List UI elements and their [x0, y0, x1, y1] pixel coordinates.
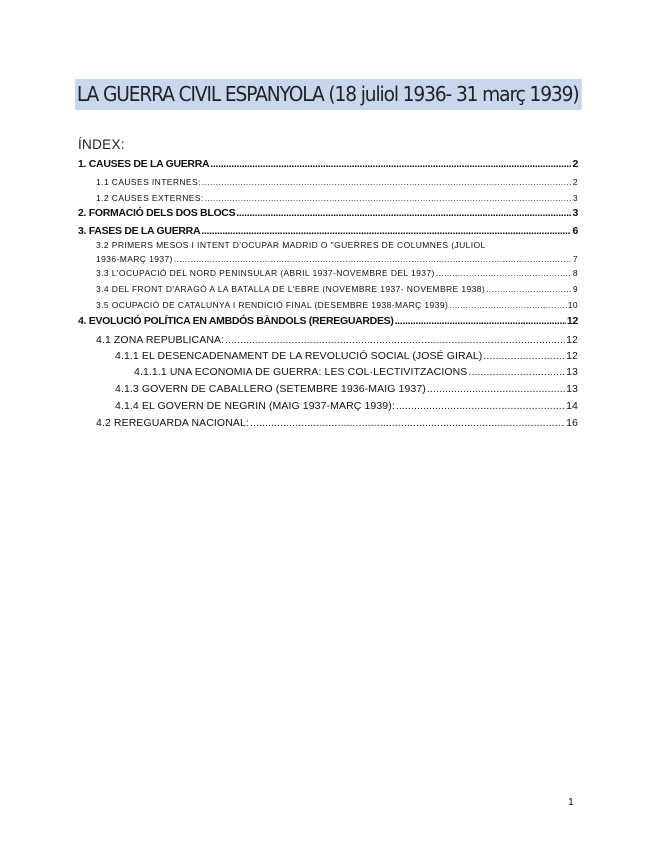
toc-entry-label: 3. FASES DE LA GUERRA — [78, 225, 201, 237]
toc-entry-label: 3.5 OCUPACIÓ DE CATALUNYA I RENDICIÓ FINAL (DESEMBRE 1938-MARÇ 1939) — [96, 300, 449, 310]
toc-page-number: 12 — [566, 315, 578, 327]
toc-page-number: 10 — [567, 300, 578, 310]
toc-entry-label-line1[interactable]: 3.2 PRIMERS MESOS I INTENT D'OCUPAR MADRID O "GUERRES DE COLUMNES (JULIOL — [96, 240, 486, 250]
toc-page-number: 13 — [566, 383, 578, 395]
toc-page-number: 2 — [572, 177, 578, 187]
toc-entry[interactable] — [78, 158, 578, 170]
toc-entry[interactable] — [115, 383, 578, 395]
toc-leader — [205, 193, 572, 203]
toc-page-number: 6 — [572, 225, 578, 237]
toc-leader — [436, 268, 572, 278]
toc-entry-label: 1936-MARÇ 1937) — [96, 254, 173, 264]
toc-entry-label: 4.1.4 EL GOVERN DE NEGRIN (MAIG 1937-MARÇ 1939): — [115, 400, 395, 412]
toc-leader — [395, 315, 566, 327]
toc-entry-label: 2. FORMACIÓ DELS DOS BLOCS — [78, 207, 236, 219]
toc-page-number: 3 — [572, 207, 578, 219]
toc-entry[interactable] — [96, 284, 578, 294]
toc-leader — [486, 284, 572, 294]
toc-entry[interactable] — [96, 254, 578, 264]
toc-entry-label: 4.1 ZONA REPUBLICANA: — [96, 334, 225, 346]
toc-entry-label: 4.1.3 GOVERN DE CABALLERO (SETEMBRE 1936-MAIG 1937) — [115, 383, 426, 395]
toc-leader — [427, 383, 565, 395]
toc-page-number: 9 — [572, 284, 578, 294]
toc-entry[interactable] — [115, 400, 578, 412]
toc-entry-label: 3.3 L'OCUPACIÓ DEL NORD PENINSULAR (ABRIL 1937-NOVEMBRE DEL 1937) — [96, 268, 435, 278]
toc-entry-label: 4. EVOLUCIÓ POLÍTICA EN AMBDÓS BÀNDOLS (REREGUARDES) — [78, 315, 394, 327]
toc-leader — [174, 254, 572, 264]
toc-page-number: 3 — [572, 193, 578, 203]
toc-leader — [250, 417, 565, 429]
toc-entry[interactable] — [96, 300, 578, 310]
page-number: 1 — [568, 796, 574, 808]
toc-entry-label: 4.2 REREGUARDA NACIONAL: — [96, 417, 249, 429]
index-heading: ÍNDEX: — [78, 137, 125, 152]
toc-entry[interactable] — [96, 177, 578, 187]
toc-page-number: 13 — [566, 366, 578, 378]
toc-entry-label: 4.1.1.1 UNA ECONOMIA DE GUERRA: LES COL·LECTIVITZACIONS — [134, 366, 468, 378]
toc-entry[interactable] — [78, 315, 578, 327]
toc-entry[interactable] — [115, 350, 578, 362]
document-title: LA GUERRA CIVIL ESPANYOLA (18 juliol 1936- 31 març 1939) — [75, 79, 582, 110]
toc-entry-label: 1.2 CAUSES EXTERNES: — [96, 193, 204, 203]
toc-entry[interactable] — [78, 225, 578, 237]
toc-leader — [396, 400, 565, 412]
toc-entry[interactable] — [96, 193, 578, 203]
toc-leader — [202, 177, 572, 187]
toc-leader — [201, 225, 571, 237]
toc-entry[interactable] — [134, 366, 578, 378]
toc-leader — [483, 350, 565, 362]
toc-entry[interactable] — [78, 207, 578, 219]
toc-entry[interactable] — [96, 417, 578, 429]
toc-page-number: 16 — [566, 417, 578, 429]
toc-leader — [236, 207, 571, 219]
toc-entry[interactable] — [96, 334, 578, 346]
toc-entry-label: 4.1.1 EL DESENCADENAMENT DE LA REVOLUCIÓ SOCIAL (JOSÉ GIRAL) — [115, 350, 483, 362]
toc-leader — [225, 334, 565, 346]
toc-page-number: 7 — [572, 254, 578, 264]
toc-page-number: 12 — [566, 334, 578, 346]
toc-leader — [449, 300, 567, 310]
toc-entry-label: 1.1 CAUSES INTERNES: — [96, 177, 201, 187]
toc-entry-label: 3.4 DEL FRONT D'ARAGÓ A LA BATALLA DE L'EBRE (NOVEMBRE 1937- NOVEMBRE 1938) — [96, 284, 486, 294]
toc-leader — [210, 158, 571, 170]
toc-entry-label: 1. CAUSES DE LA GUERRA — [78, 158, 210, 170]
toc-page-number: 8 — [572, 268, 578, 278]
toc-page-number: 14 — [566, 400, 578, 412]
toc-entry[interactable] — [96, 268, 578, 278]
toc-leader — [468, 366, 565, 378]
toc-page-number: 2 — [572, 158, 578, 170]
toc-page-number: 12 — [566, 350, 578, 362]
